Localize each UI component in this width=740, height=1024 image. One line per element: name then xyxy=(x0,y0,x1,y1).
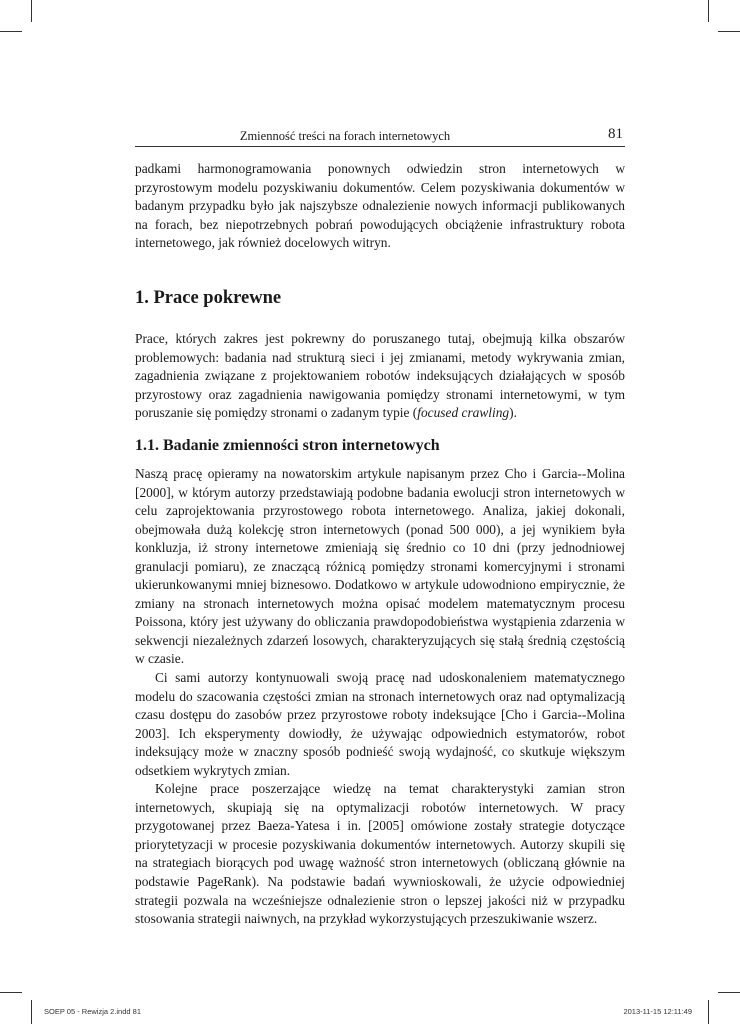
crop-mark-top-right-v xyxy=(708,0,709,22)
section-paragraph-part-2: ). xyxy=(509,405,517,421)
subsection-paragraph-1: Naszą pracę opieramy na nowatorskim artykule napisanym przez Cho i Garcia--Molina [2000], w którym autorzy przedstawiają podobne badania ewolucji stron internetowych w celu zaprojektowania przyrostowego robota internetowego. Analiza, jakiej dokonali, obejmowała dużą kolekcję stron internetowych (ponad 500 000), a jej wynikiem była konkluzja, iż strony internetowe zmieniają się średnio co 10 dni (przy jednodniowej granulacji pomiaru), ze znaczącą różnicą pomiędzy stronami komercyjnymi i stronami ukierunkowanymi mniej biznesowo. Dodatkowo w artykule udowodniono empirycznie, że zmiany na stronach internetowych można opisać modelem matematycznym procesu Poissona, który jest używany do obliczania prawdopodobieństwa wystąpienia zdarzenia w sekwencji niezależnych zdarzeń losowych, charakteryzujących się stałą średnią częstością w czasie. xyxy=(135,466,625,667)
footer-timestamp: 2013-11-15 12:11:49 xyxy=(623,1007,692,1016)
subsection-heading: 1.1. Badanie zmienności stron internetowych xyxy=(135,437,440,454)
running-head-title: Zmienność treści na forach internetowych xyxy=(239,129,451,143)
intro-text xyxy=(135,160,625,253)
crop-mark-bottom-right-v xyxy=(708,1000,709,1024)
section-heading: 1. Prace pokrewne xyxy=(135,288,282,308)
crop-mark-top-left-v xyxy=(31,0,32,22)
crop-mark-bottom-left-v xyxy=(31,1000,32,1024)
running-head xyxy=(135,128,625,147)
crop-mark-bottom-left-h xyxy=(0,992,22,993)
crop-mark-top-right-h xyxy=(718,31,740,32)
section-text xyxy=(135,330,625,423)
subsection-paragraph-3: Kolejne prace poszerzające wiedzę na temat charakterystyki zamian stron internetowych, skupiają się na optymalizacji robotów internetowych. W pracy przygotowanej przez Baeza-Yatesa i in. [2005] omówione zostały strategie dotyczące priorytetyzacji w procesie pozyskiwania dokumentów internetowych. Autorzy skupili się na strategiach biorących pod uwagę ważność stron internetowych (obliczaną głównie na podstawie PageRank). Na podstawie badań wywnioskowali, że użycie odpowiedniej strategii pozwala na wcześniejsze odnalezienie stron o lepszej jakości niż w przypadku stosowania strategii naiwnych, na przykład wykorzystujących przeszukiwanie wszerz. xyxy=(135,781,625,927)
section-paragraph xyxy=(135,330,625,423)
footer-file-info: SOEP 05 - Rewizja 2.indd 81 xyxy=(44,1007,141,1016)
page-number: 81 xyxy=(608,126,623,142)
crop-mark-bottom-right-h xyxy=(718,992,740,993)
intro-paragraph: padkami harmonogramowania ponownych odwiedzin stron internetowych w przyrostowym modelu pozyskiwaniu dokumentów. Celem pozyskiwania dokumentów w badanym przypadku było jak najszybsze odnalezienie nowych informacji publikowanych na forach, bez niepotrzebnych pobrań powodujących obciążenie infrastruktury robota internetowego, jak również docelowych witryn. xyxy=(135,161,625,251)
section-paragraph-part-1: Prace, których zakres jest pokrewny do poruszanego tutaj, obejmują kilka obszarów problemowych: badania nad strukturą sieci i jej zmianami, metody wykrywania zmian, zagadnienia związane z projektowaniem robotów indeksujących działających w sposób przyrostowy oraz zagadnienia nawigowania pomiędzy stronami internetowymi, w tym poruszanie się pomiędzy stronami o zadanym typie ( xyxy=(135,331,625,421)
subsection-text xyxy=(135,465,625,929)
subsection-paragraph-2: Ci sami autorzy kontynuowali swoją pracę nad udoskonaleniem matematycznego modelu do szacowania częstości zmian na stronach internetowych oraz nad optymalizacją czasu dostępu do zasobów przez przyrostowe roboty indeksujące [Cho i Garcia--Molina 2003]. Ich eksperymenty dowiodły, że używając odpowiednich estymatorów, robot indeksujący może w znaczny sposób podnieść swoją wydajność, co skutkuje większym odsetkiem wykrytych zmian. xyxy=(135,670,625,778)
crop-mark-top-left-h xyxy=(0,31,22,32)
section-paragraph-italic: focused crawling xyxy=(417,405,510,421)
